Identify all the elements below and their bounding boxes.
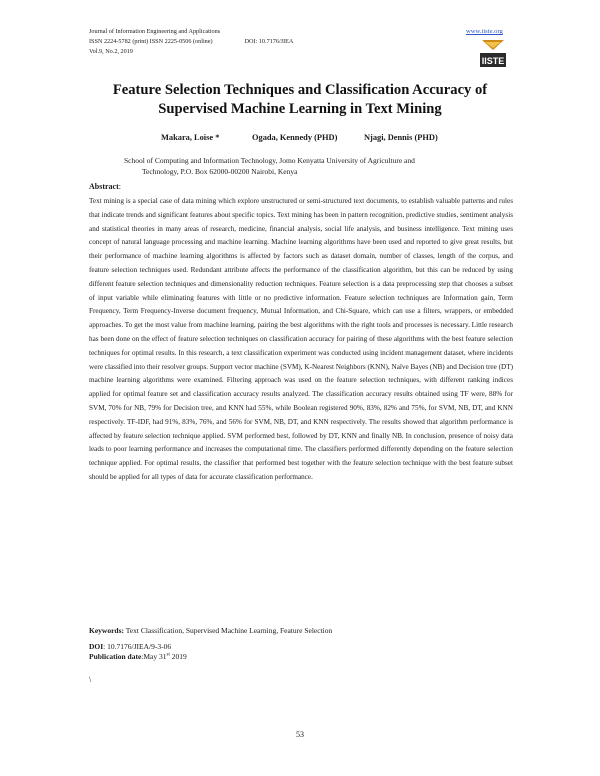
publication-date-label: Publication date [89,652,142,661]
logo-text: IISTE [481,56,505,66]
abstract-text: Text mining is a special case of data mining which explore unstructured or semi-structured text documents, to establish valuable patterns and rules that indicate trends and significant features about specific topics. Text mining has been in pattern recognition, predictive studies, sentiment analysis and statistical theories in many areas of research, medicine, financial analysis, social life analysis, and business intelligence. Text mining uses concept of natural language processing and machine learning. Machine learning algorithms have been used and reported to give great results, but their performance of machine learning algorithms is affected by factors such as dataset domain, number of classes, length of the corpus, and feature selection techniques used. Redundant attribute affects the performance of the classification algorithm, but this can be reduced by using different feature selection techniques and dimensionality reduction techniques. Feature selection is a data preprocessing step that chooses a subset of input variable while eliminating features with little or no predictive information. Feature selection techniques are Information gain, Term Frequency, Term Frequency-Inverse document frequency, Mutual Information, and Chi-Square, which can use a filters, wrappers, or embedded approaches. To get the most value from machine learning, pairing the best algorithms with the right tools and processes is necessary. Little research has been done on the effect of feature selection techniques on classification accuracy for pairing of these algorithms with the best feature selection techniques for optimal results. In this research, a text classification experiment was conducted using incident management dataset, where incidents were classified into their resolver groups. Support vector machine (SVM), K-Nearest Neighbors (KNN), Naïve Bayes (NB) and Decision tree (DT) machine learning algorithms were examined. Filtering approach was used on the feature selection techniques, with different ranking indices applied for optimal feature set and classification accuracy results analyzed. The classification accuracy results obtained using TF were, 88% for SVM, 70% for NB, 79% for Decision tree, and KNN had 55%, while Boolean registered 90%, 83%, 82% and 75%, for SVM, NB, DT, and KNN respectively. TF-IDF, had 91%, 83%, 76%, and 56% for SVM, NB, DT, and KNN respectively. The results showed that algorithm performance is affected by feature selection technique applied. SVM performed best, followed by DT, KNN and finally NB. In conclusion, presence of noisy data leads to poor learning performance and increases the computational time. The classifiers performed differently depending on the feature selection technique applied. For optimal results, the classifier that performed best together with the feature selection technique with the best feature subset should be applied for all types of data for accurate classification performance. [89,197,513,481]
publication-date-suffix: st [166,652,170,658]
abstract-heading-label: Abstract [89,182,119,191]
title-line-2: Supervised Machine Learning in Text Mining [158,101,442,117]
keywords-label: Keywords: [89,626,124,635]
journal-website-link[interactable]: www.iiste.org [466,28,503,35]
title-line-1: Feature Selection Techniques and Classification Accuracy of [112,82,488,98]
author-1: Makara, Loise * [161,133,220,142]
iiste-logo [480,38,506,68]
journal-doi: DOI: 10.7176/JIEA [244,38,294,45]
author-3: Njagi, Dennis (PHD) [364,133,438,142]
issn-text: ISSN 2224-5782 (print) ISSN 2225-0506 (online) [89,38,213,45]
publication-date-year: 2019 [169,652,187,661]
keywords-line [89,626,519,635]
affiliation-line-1: School of Computing and Information Technology, Jomo Kenyatta University of Agriculture and [124,156,415,165]
doi-label: DOI [89,642,104,651]
journal-header [89,27,293,57]
abstract-heading-colon: : [118,182,122,191]
affiliation-line-2: Technology, P.O. Box 62000-00200 Nairobi, Kenya [142,166,298,176]
issn-line [89,37,293,47]
journal-name: Journal of Information Engineering and Applications [89,28,221,35]
volume-line: Vol.9, No.2, 2019 [89,48,133,55]
paper-title [80,81,520,119]
author-2: Ogada, Kennedy (PHD) [252,133,338,142]
stray-backslash: \ [89,675,92,684]
author-list [0,133,600,145]
article-doi-line [89,642,171,651]
publication-date-line [89,652,187,661]
abstract-heading [89,182,121,191]
affiliation [124,156,494,177]
publication-date-value: :May 31 [141,652,167,661]
keywords-text: Text Classification, Supervised Machine Learning, Feature Selection [124,626,333,635]
page-number: 53 [296,730,304,739]
doi-value: : 10.7176/JIEA/9-3-06 [103,642,172,651]
